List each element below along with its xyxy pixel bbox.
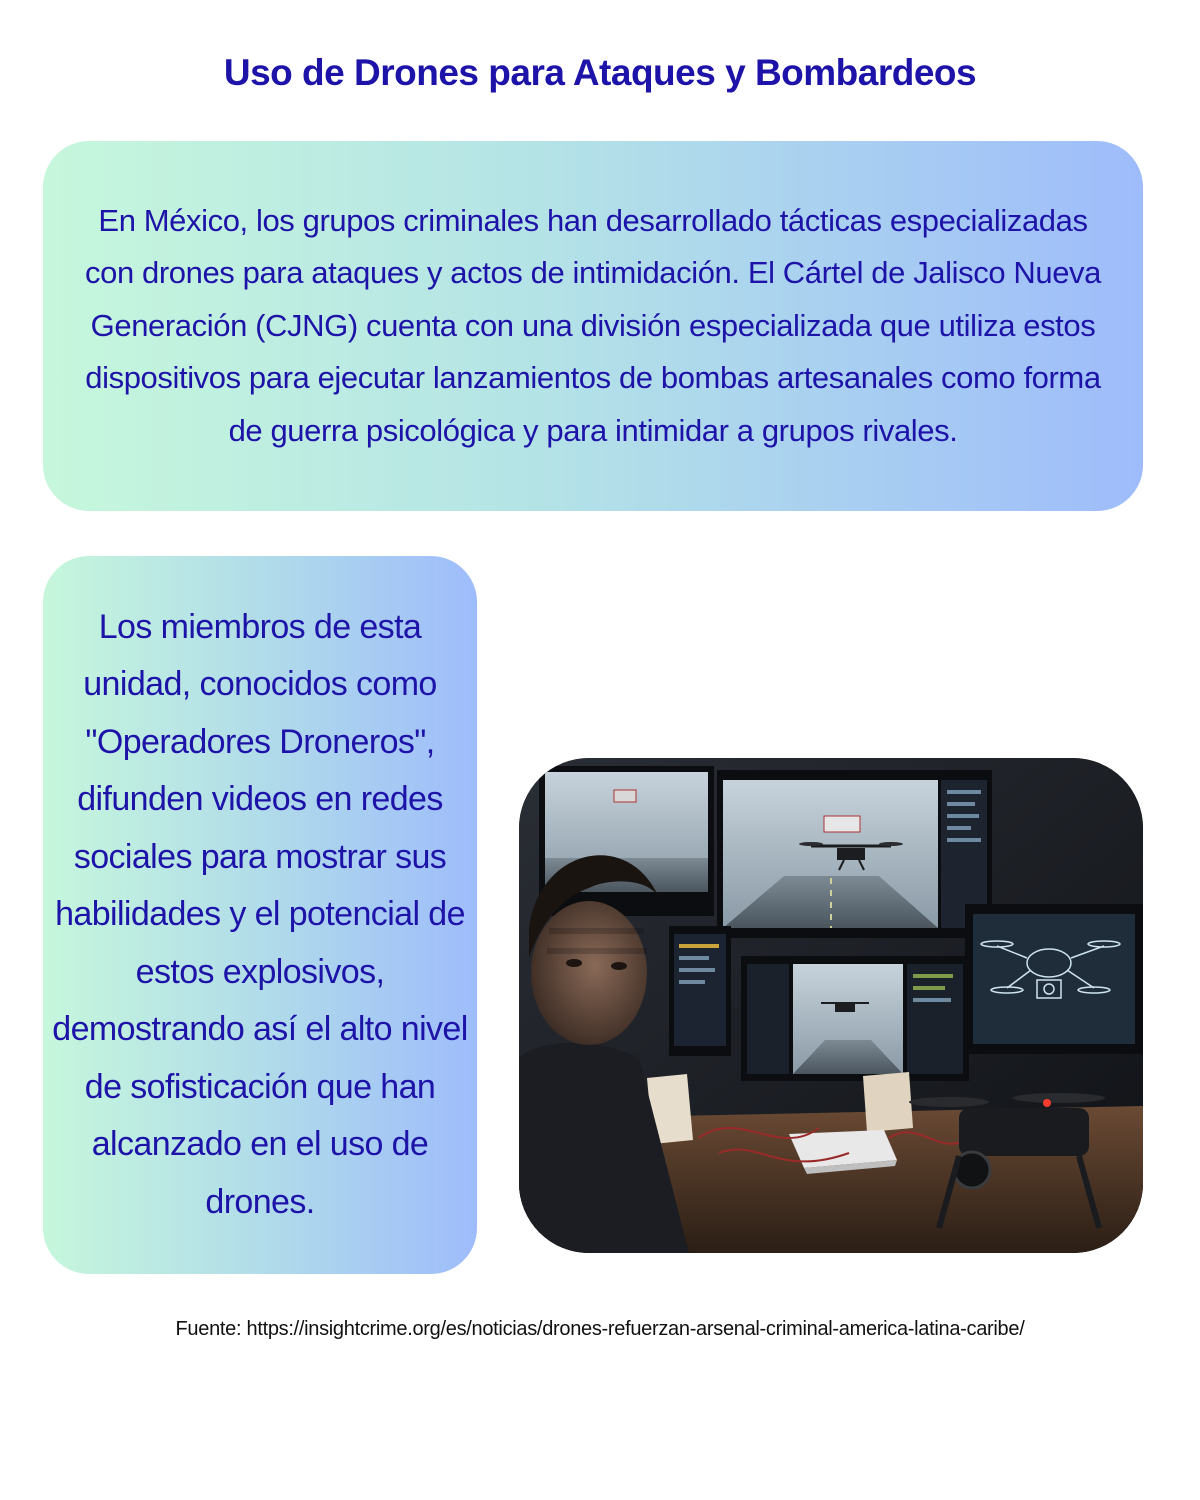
drone-operator-photo (519, 758, 1143, 1253)
intro-text: En México, los grupos criminales han desarrollado tácticas especializadas con drones para ataques y actos de intimidación. El Cártel de Jalisco Nueva Generación (CJNG) cuenta con una división especializada que utiliza estos dispositivos para ejecutar lanzamientos de bombas artesanales como forma de guerra psicológica y para intimidar a grupos rivales. (85, 202, 1101, 448)
detail-text: Los miembros de esta unidad, conocidos como "Operadores Droneros", difunden videos en redes sociales para mostrar sus habilidades y el potencial de estos explosivos, demostrando así el alto nivel de sofisticación que han alcanzado en el uso de drones. (52, 607, 468, 1221)
page-title: Uso de Drones para Ataques y Bombardeos (223, 52, 977, 93)
monitor-center-main (717, 770, 992, 938)
monitor-left-small (669, 926, 731, 1056)
source-citation: Fuente: https://insightcrime.org/es/noticias/drones-refuerzan-arsenal-criminal-america-latina-caribe/ (175, 1318, 1025, 1340)
monitor-lower-center (741, 956, 969, 1081)
detail-card (43, 556, 477, 1274)
monitor-right-schematic (965, 904, 1143, 1054)
intro-card (43, 141, 1143, 511)
